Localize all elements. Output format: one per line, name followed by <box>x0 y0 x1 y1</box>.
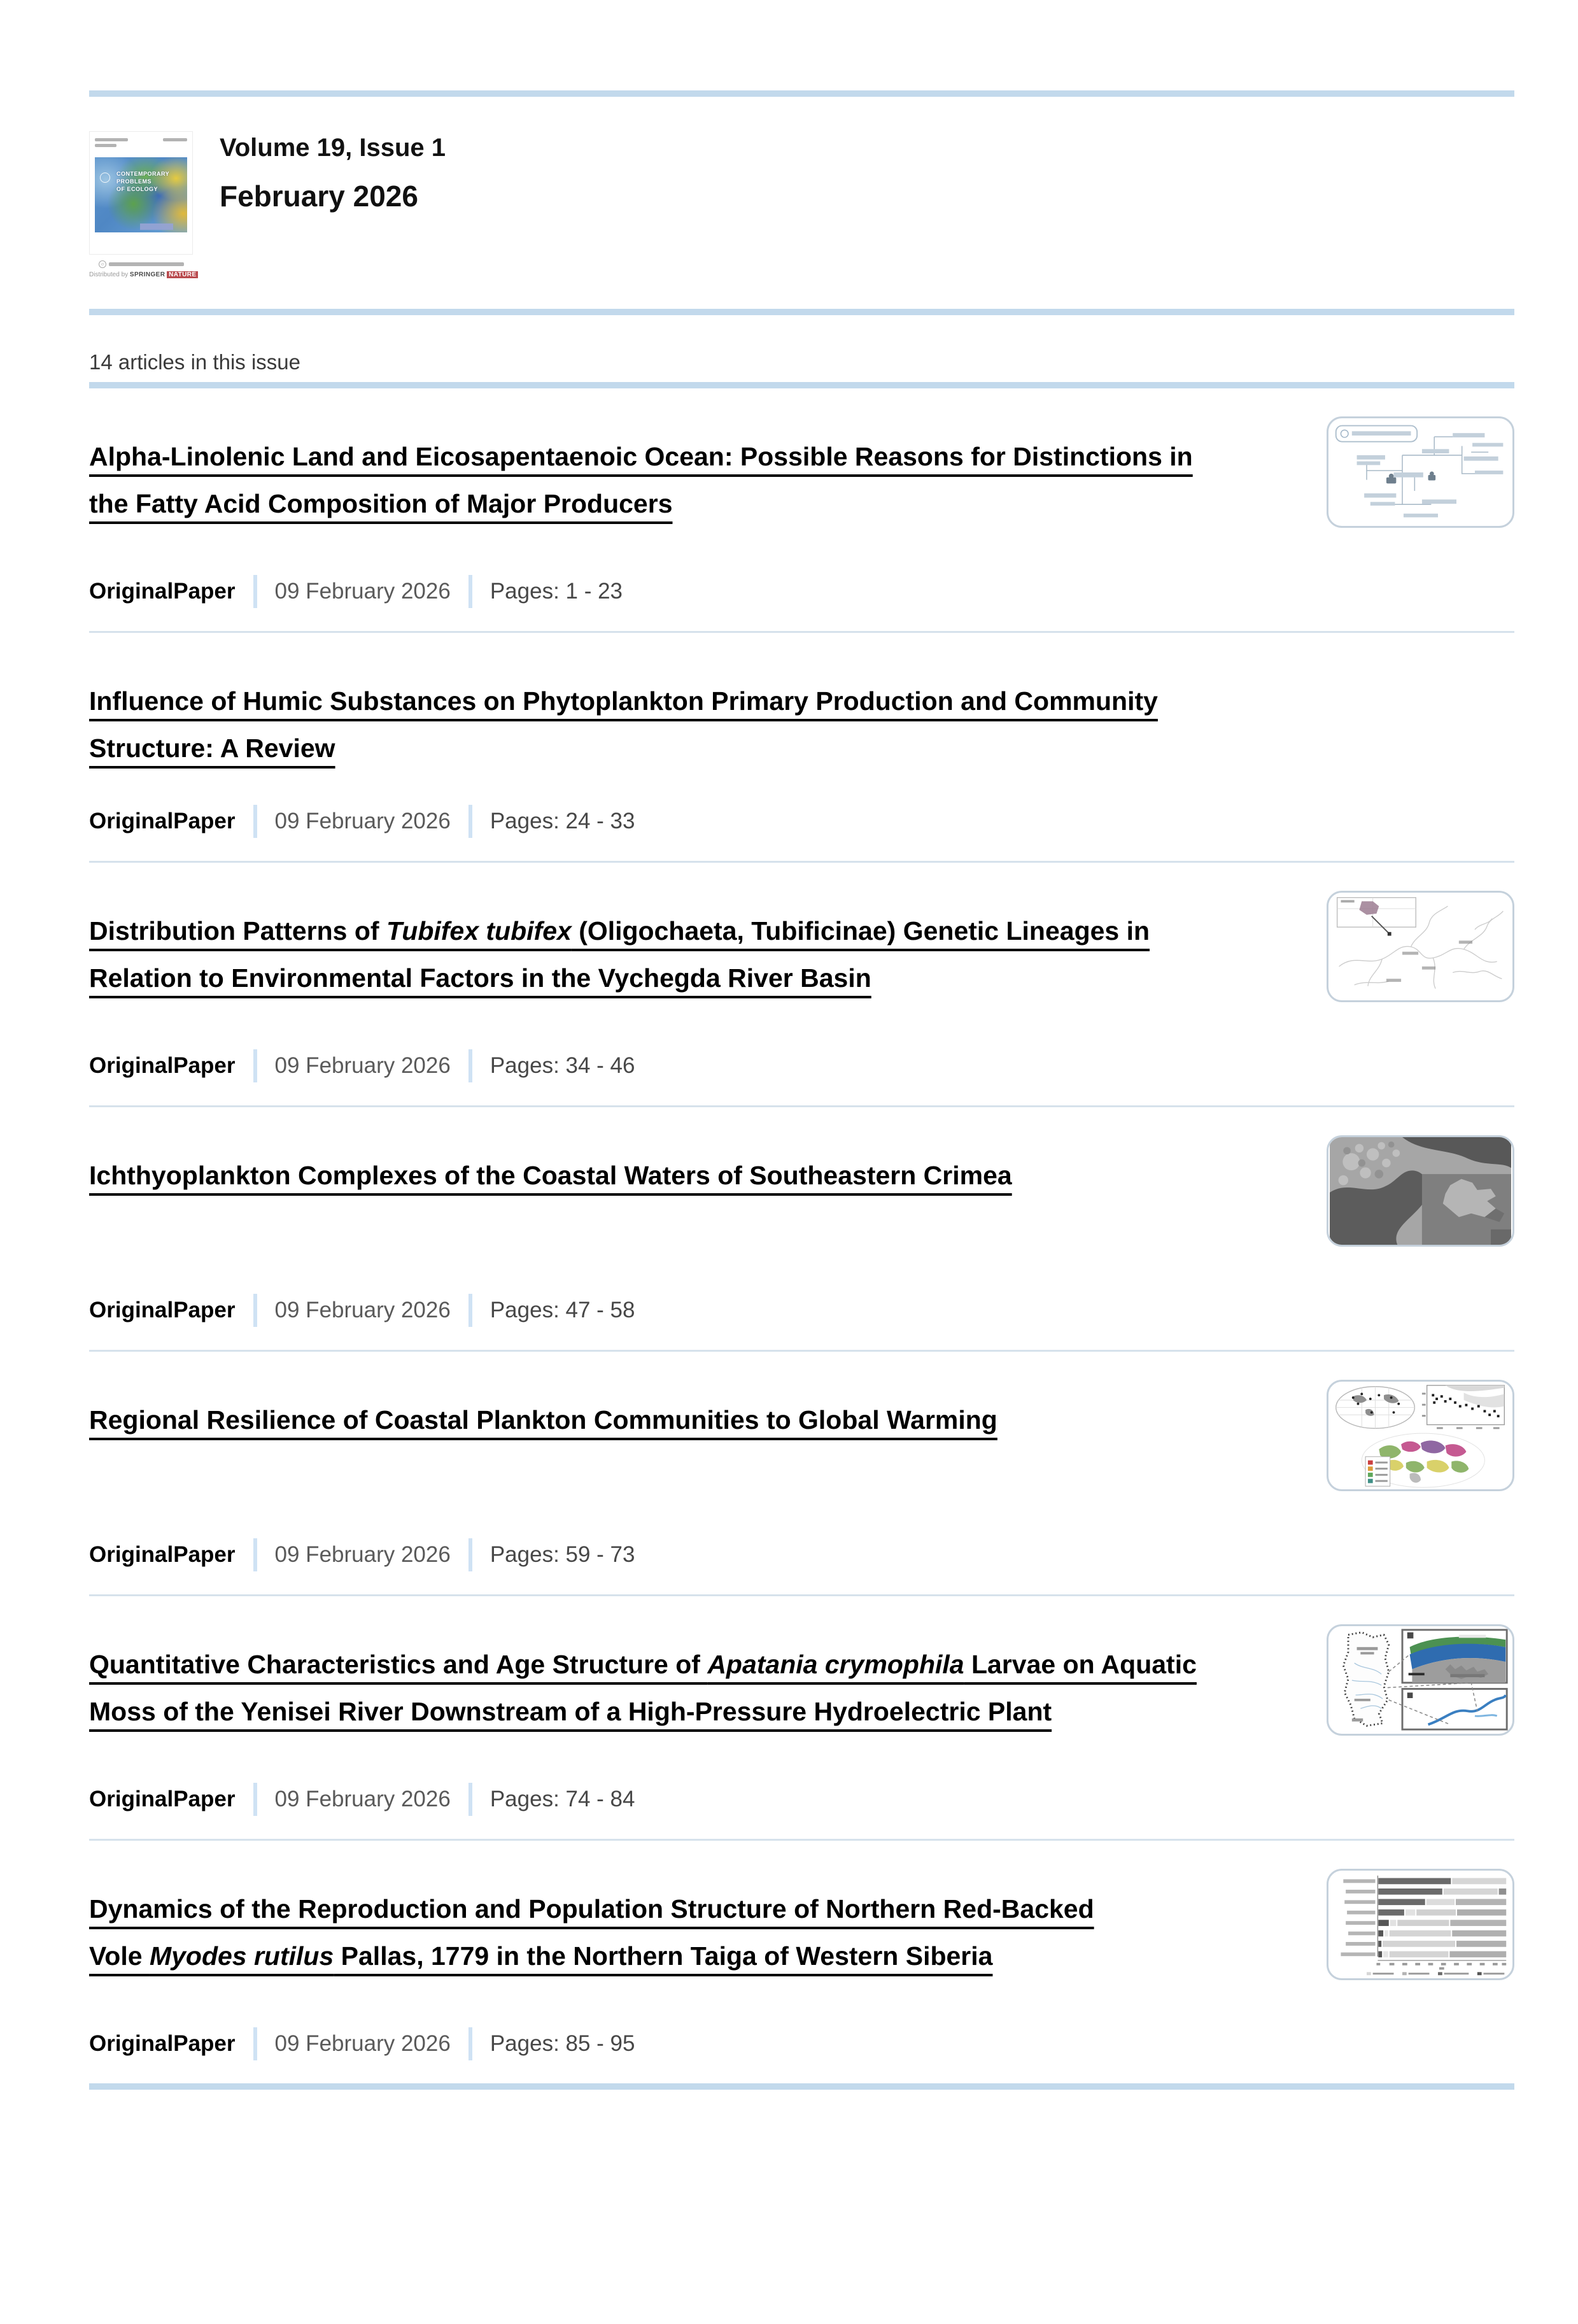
meta-divider <box>468 805 472 838</box>
article-title-link[interactable] <box>89 442 1193 518</box>
article-row <box>89 1869 1514 1994</box>
top-accent-bar <box>89 90 1514 97</box>
meta-divider <box>468 575 472 608</box>
issue-date-heading: February 2026 <box>220 180 418 213</box>
title-part: Pallas, 1779 in the Northern Taiga of Western Siberia <box>334 1941 993 1971</box>
article-title-link[interactable] <box>89 1650 1197 1726</box>
pleiades-logo-icon <box>99 260 106 268</box>
article-type-label: OriginalPaper <box>89 1298 236 1322</box>
article-meta <box>89 2027 1514 2060</box>
pathway-diagram-figure <box>1328 418 1512 526</box>
publisher-logo-icon <box>100 173 110 183</box>
article-entry <box>89 388 1514 631</box>
meta-divider <box>468 1049 472 1082</box>
article-date-label: 09 February 2026 <box>274 579 451 604</box>
article-row <box>89 1135 1514 1261</box>
title-part: Dynamics of the Reproduction and Population Structure of Northern Red-Backed <box>89 1894 1094 1924</box>
article-row <box>89 1624 1514 1750</box>
title-italic-part: Tubifex tubifex <box>386 916 572 946</box>
meta-divider <box>253 1049 257 1082</box>
article-pages-label: Pages: 59 - 73 <box>490 1542 635 1567</box>
title-italic-part: Myodes rutilus <box>149 1941 334 1971</box>
article-meta <box>89 1783 1514 1816</box>
article-row <box>89 416 1514 542</box>
river-site-map-figure <box>1328 1626 1512 1734</box>
nature-wordmark: NATURE <box>167 271 198 278</box>
title-part: Ichthyoplankton Complexes of the Coastal Waters of Southeastern Crimea <box>89 1161 1012 1190</box>
accent-bar-below-count <box>89 382 1514 388</box>
title-part: Vole <box>89 1941 150 1971</box>
meta-divider <box>468 1538 472 1571</box>
article-title-wrap <box>89 1641 1197 1735</box>
journal-title-on-cover: CONTEMPORARY PROBLEMS OF ECOLOGY <box>116 171 170 192</box>
meta-divider <box>468 2027 472 2060</box>
title-part: Larvae on Aquatic <box>964 1650 1197 1679</box>
article-date-label: 09 February 2026 <box>274 1298 451 1322</box>
meta-divider <box>253 1538 257 1571</box>
article-title-wrap <box>89 1885 1094 1980</box>
title-part: Distribution Patterns of <box>89 916 386 946</box>
accent-bar-above-count <box>89 309 1514 315</box>
article-type-label: OriginalPaper <box>89 1787 236 1811</box>
meta-divider <box>253 2027 257 2060</box>
title-part: Influence of Humic Substances on Phytoplankton Primary Production and Community Structure: A Review <box>89 686 1158 763</box>
cover-bottom-band <box>140 223 173 230</box>
cover-meta-row <box>95 138 187 150</box>
meta-divider <box>468 1783 472 1816</box>
article-type-label: OriginalPaper <box>89 2031 236 2056</box>
article-title-link[interactable] <box>89 1405 997 1435</box>
article-title-wrap <box>89 433 1193 527</box>
article-date-label: 09 February 2026 <box>274 1053 451 1078</box>
river-basin-map-figure <box>1328 893 1512 1000</box>
meta-divider <box>468 1294 472 1327</box>
article-type-label: OriginalPaper <box>89 1542 236 1567</box>
volume-issue-heading: Volume 19, Issue 1 <box>220 134 446 162</box>
distributor-prefix: Distributed by <box>89 271 129 278</box>
article-title-link[interactable] <box>89 916 1150 993</box>
title-part: the Fatty Acid Composition of Major Producers <box>89 489 673 518</box>
article-type-label: OriginalPaper <box>89 579 236 604</box>
article-count-label: 14 articles in this issue <box>89 350 300 374</box>
meta-divider <box>253 1783 257 1816</box>
article-type-label: OriginalPaper <box>89 809 236 833</box>
cover-volume-text <box>95 138 128 150</box>
article-row <box>89 1380 1514 1505</box>
pathway-diagram-figure[interactable] <box>1327 416 1514 528</box>
river-site-map-figure[interactable] <box>1327 1624 1514 1736</box>
article-title-wrap <box>89 1396 997 1443</box>
article-entry <box>89 1352 1514 1594</box>
article-entry <box>89 633 1514 861</box>
title-part: Regional Resilience of Coastal Plankton Communities to Global Warming <box>89 1405 997 1435</box>
article-meta <box>89 1049 1514 1082</box>
cover-artwork <box>95 157 187 232</box>
cover-column <box>89 131 216 278</box>
article-date-label: 09 February 2026 <box>274 1542 451 1567</box>
satellite-image-figure <box>1328 1137 1512 1245</box>
title-part: Alpha-Linolenic Land and Eicosapentaenoic Ocean: Possible Reasons for Distinctions in <box>89 442 1193 471</box>
article-date-label: 09 February 2026 <box>274 809 451 833</box>
article-pages-label: Pages: 85 - 95 <box>490 2031 635 2056</box>
article-pages-label: Pages: 74 - 84 <box>490 1787 635 1811</box>
satellite-image-figure[interactable] <box>1327 1135 1514 1247</box>
journal-cover-thumbnail[interactable] <box>89 131 193 255</box>
article-entry <box>89 1841 1514 2083</box>
title-part: Moss of the Yenisei River Downstream of a High-Pressure Hydroelectric Plant <box>89 1697 1052 1726</box>
article-pages-label: Pages: 47 - 58 <box>490 1298 635 1322</box>
cover-issn-text <box>163 138 187 150</box>
meta-divider <box>253 805 257 838</box>
world-maps-figure[interactable] <box>1327 1380 1514 1491</box>
article-date-label: 09 February 2026 <box>274 2031 451 2056</box>
distributor-line <box>89 271 197 278</box>
article-pages-label: Pages: 1 - 23 <box>490 579 623 604</box>
article-entry <box>89 863 1514 1105</box>
article-title-link[interactable] <box>89 1161 1012 1190</box>
article-meta <box>89 1294 1514 1327</box>
journal-issue-page <box>0 90 1578 2090</box>
article-meta <box>89 805 1514 838</box>
title-part: Relation to Environmental Factors in the Vychegda River Basin <box>89 963 871 993</box>
article-title-wrap <box>89 677 1222 772</box>
article-title-link[interactable] <box>89 686 1158 763</box>
springer-wordmark: SPRINGER <box>129 271 166 278</box>
issue-title-block <box>220 131 446 213</box>
article-meta <box>89 1538 1514 1571</box>
article-title-link[interactable] <box>89 1894 1094 1971</box>
meta-divider <box>253 1294 257 1327</box>
stacked-bar-chart-figure[interactable] <box>1327 1869 1514 1980</box>
article-pages-label: Pages: 34 - 46 <box>490 1053 635 1078</box>
article-list <box>89 388 1514 2083</box>
article-entry <box>89 1107 1514 1350</box>
title-part: (Oligochaeta, Tubificinae) Genetic Lineages in <box>571 916 1150 946</box>
stacked-bar-chart-figure <box>1328 1871 1512 1978</box>
article-pages-label: Pages: 24 - 33 <box>490 809 635 833</box>
article-meta <box>89 575 1514 608</box>
article-row <box>89 661 1514 772</box>
article-entry <box>89 1596 1514 1839</box>
article-title-wrap <box>89 907 1150 1002</box>
issue-header <box>89 131 1514 278</box>
article-date-label: 09 February 2026 <box>274 1787 451 1811</box>
article-type-label: OriginalPaper <box>89 1053 236 1078</box>
river-basin-map-figure[interactable] <box>1327 891 1514 1002</box>
publisher-line <box>89 260 193 268</box>
article-row <box>89 891 1514 1016</box>
title-part: Quantitative Characteristics and Age Structure of <box>89 1650 708 1679</box>
article-title-wrap <box>89 1152 1012 1199</box>
meta-divider <box>253 575 257 608</box>
world-maps-figure <box>1328 1382 1512 1489</box>
title-italic-part: Apatania crymophila <box>707 1650 964 1679</box>
bottom-accent-bar <box>89 2083 1514 2090</box>
